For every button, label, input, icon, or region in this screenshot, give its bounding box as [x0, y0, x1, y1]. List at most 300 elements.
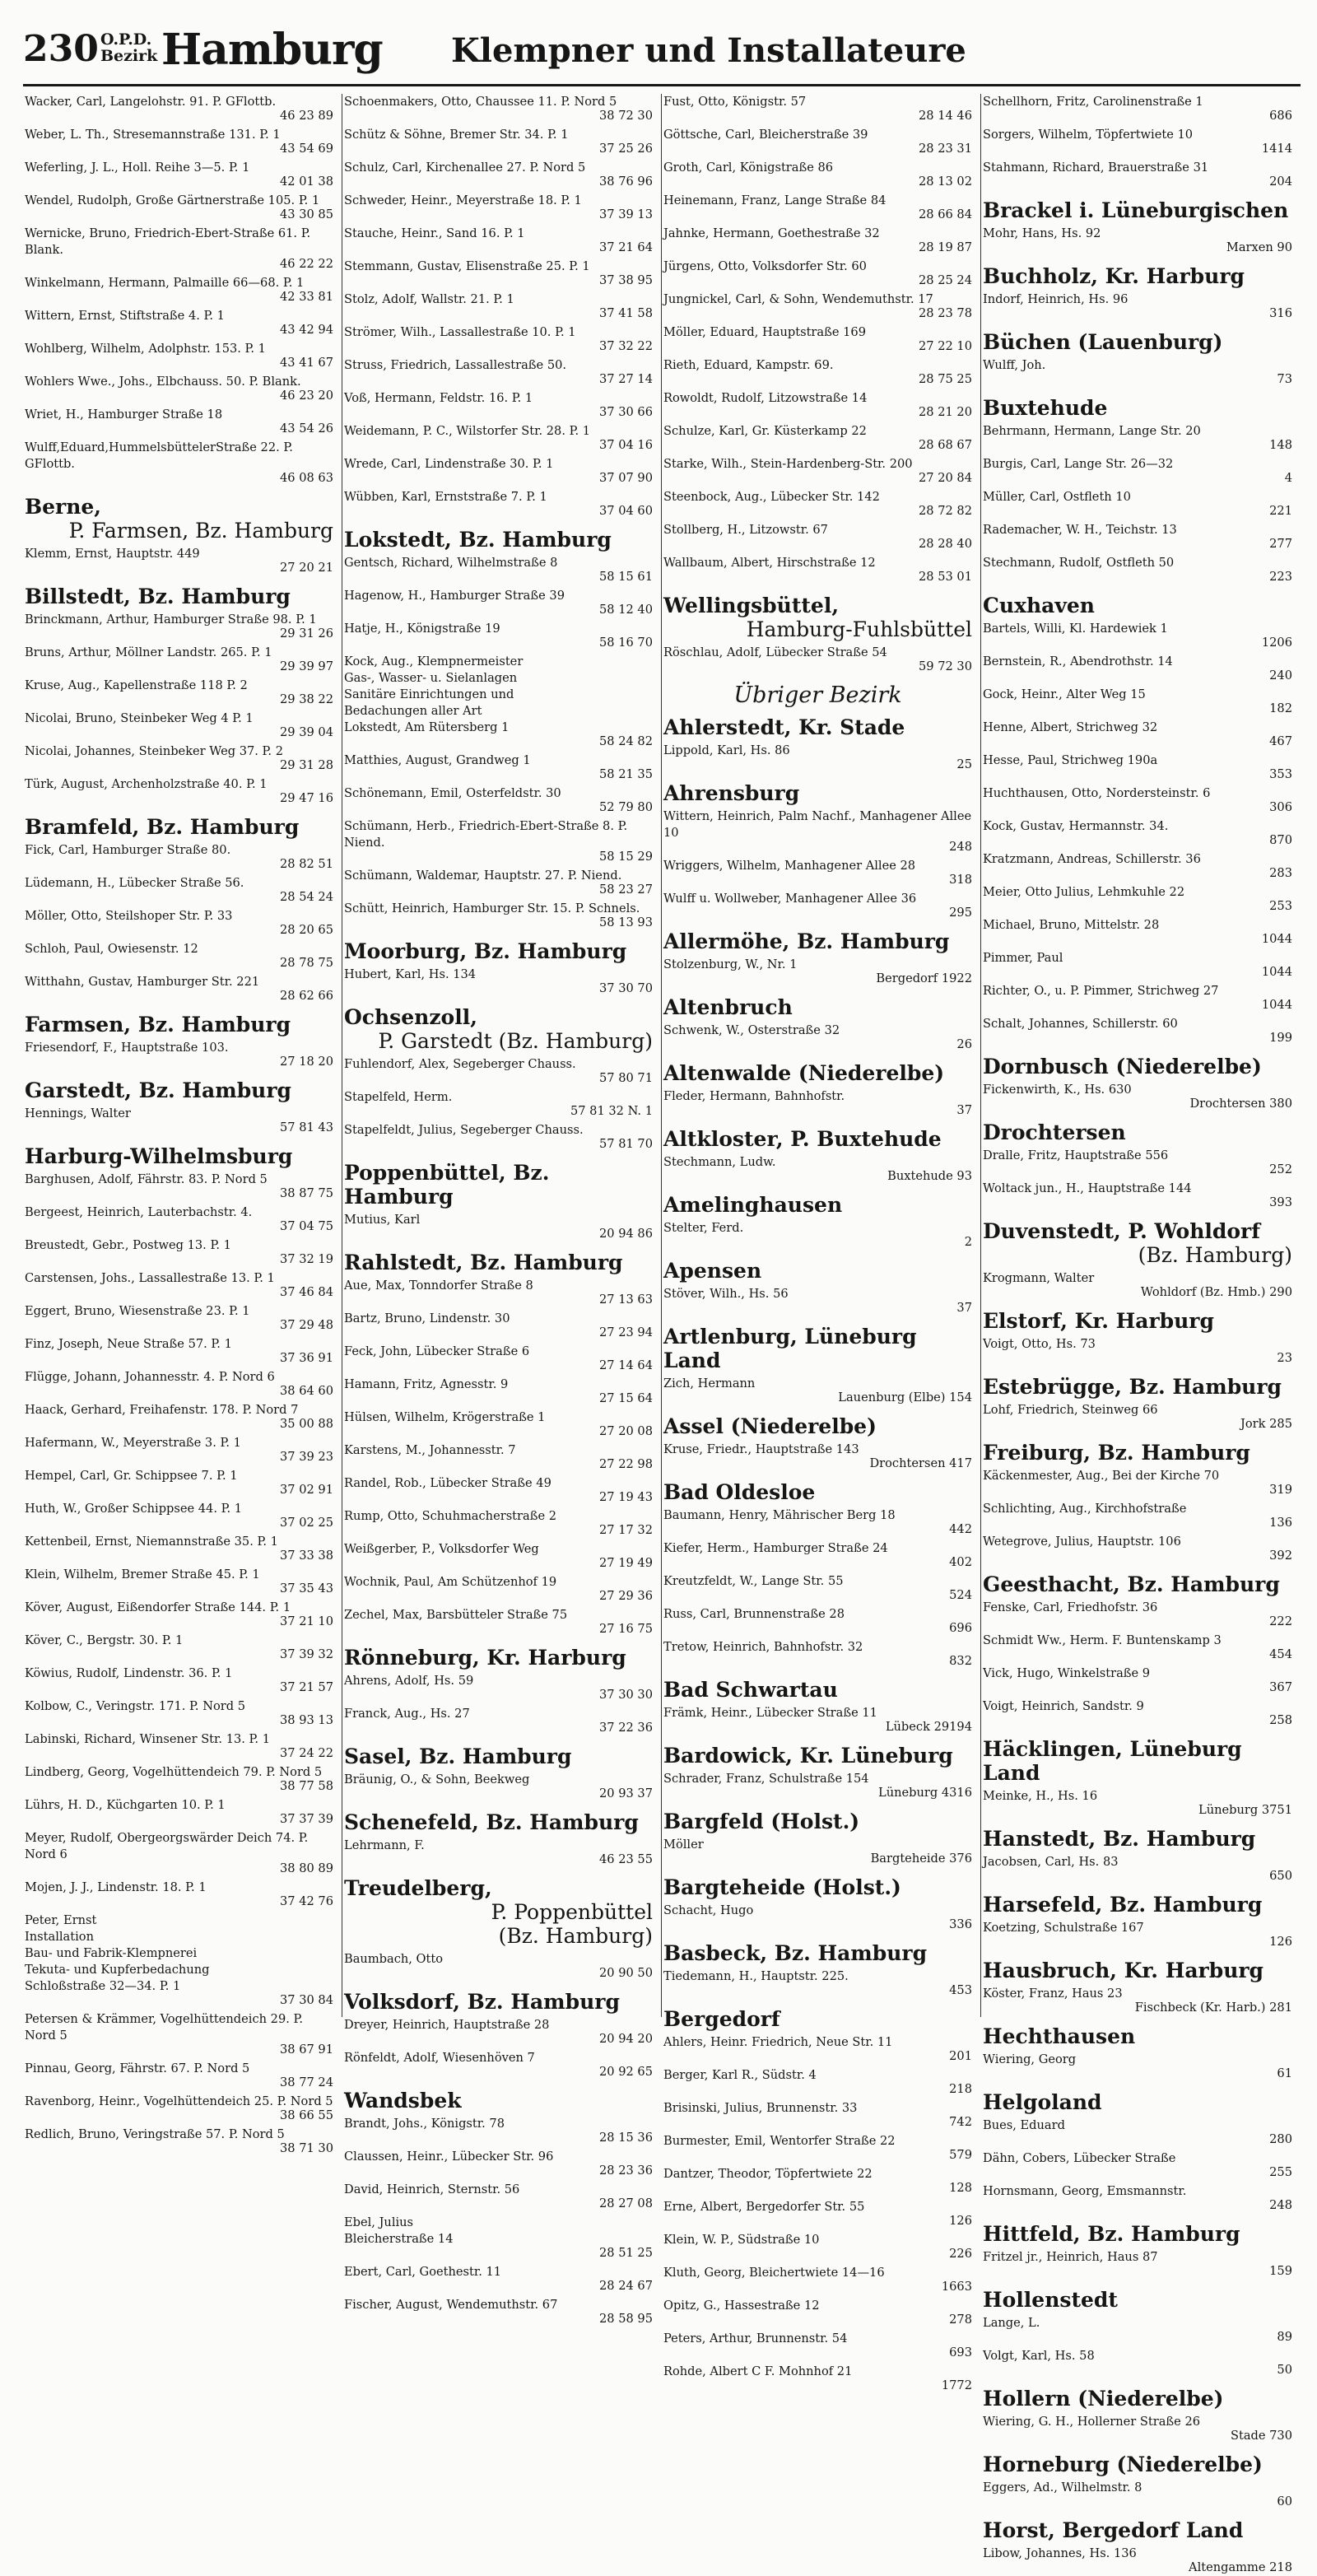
- listing-entry: [25, 2011, 333, 2058]
- location-subheading: P. Farmsen, Bz. Hamburg: [68, 519, 333, 543]
- entry-phone: 28 27 08: [599, 2196, 653, 2210]
- entry-text: David, Heinrich, Sternstr. 56: [344, 2182, 520, 2196]
- entry-text: Röschlau, Adolf, Lübecker Straße 54: [663, 645, 887, 659]
- listing-entry: [663, 324, 972, 355]
- listing-entry: [983, 2348, 1292, 2378]
- listing-entry: [983, 2150, 1292, 2181]
- entry-phone: 27 15 64: [599, 1391, 653, 1405]
- entry-text: Bruns, Arthur, Möllner Landstr. 265. P. 1: [25, 645, 272, 659]
- entry-phone: 277: [1269, 537, 1292, 551]
- entry-phone: 742: [949, 2115, 972, 2129]
- location-heading: Harsefeld, Bz. Hamburg: [983, 1893, 1263, 1917]
- listing-entry: [25, 1369, 333, 1400]
- location-heading: Dornbusch (Niederelbe): [983, 1055, 1262, 1078]
- location-subheading: Hamburg-Fuhlsbüttel: [746, 617, 972, 641]
- listing-entry: [25, 1633, 333, 1663]
- listing-entry: [25, 1204, 333, 1235]
- entry-text: Bues, Eduard: [983, 2118, 1065, 2132]
- entry-text: Stolzenburg, W., Nr. 1: [663, 957, 798, 971]
- listing-entry: [663, 1088, 972, 1119]
- entry-phone: 37 35 43: [280, 1581, 333, 1595]
- entry-text: Stapelfeld, Herm.: [344, 1090, 453, 1104]
- entry-phone: 58 15 61: [599, 570, 653, 584]
- entry-text: Stollberg, H., Litzowstr. 67: [663, 523, 828, 537]
- entry-phone: 1044: [1261, 998, 1292, 1012]
- listing-entry: [663, 858, 972, 888]
- listing-entry: [25, 1172, 333, 1202]
- entry-text: Fleder, Hermann, Bahnhofstr.: [663, 1089, 845, 1103]
- location-heading: Büchen (Lauenburg): [983, 330, 1223, 354]
- entry-phone: Jork 285: [1240, 1417, 1292, 1431]
- entry-text: Erne, Albert, Bergedorfer Str. 55: [663, 2200, 865, 2214]
- entry-text: Gentsch, Richard, Wilhelmstraße 8: [344, 556, 558, 570]
- entry-phone: 37 04 60: [599, 504, 653, 518]
- entry-text: Wittern, Ernst, Stiftstraße 4. P. 1: [25, 309, 225, 323]
- entry-text: Fick, Carl, Hamburger Straße 80.: [25, 843, 231, 857]
- entry-text: Lehrmann, F.: [344, 1838, 425, 1852]
- entry-text: Kiefer, Herm., Hamburger Straße 24: [663, 1541, 888, 1555]
- listing-entry: [25, 612, 333, 642]
- entry-text: Meyer, Rudolf, Obergeorgswärder Deich 74. P. Nord 6: [25, 1831, 309, 1861]
- location-heading: Estebrügge, Bz. Hamburg: [983, 1375, 1282, 1399]
- location-heading: Poppenbüttel, Bz. Hamburg: [344, 1161, 550, 1209]
- listing-entry: [663, 357, 972, 388]
- entry-phone: 23: [1277, 1351, 1292, 1365]
- listing-entry: [663, 1286, 972, 1316]
- entry-text: Eggers, Ad., Wilhelmstr. 8: [983, 2481, 1142, 2494]
- entry-text: Weber, L. Th., Stresemannstraße 131. P. 1: [25, 128, 281, 142]
- entry-phone: 37 04 16: [599, 438, 653, 452]
- listing-entry: [344, 752, 653, 783]
- entry-text: Stemmann, Gustav, Elisenstraße 25. P. 1: [344, 259, 590, 273]
- entry-text: Schweder, Heinr., Meyerstraße 18. P. 1: [344, 193, 582, 207]
- location-heading: Farmsen, Bz. Hamburg: [25, 1013, 291, 1036]
- entry-phone: 37 04 75: [280, 1219, 333, 1233]
- entry-text: Stolz, Adolf, Wallstr. 21. P. 1: [344, 292, 514, 306]
- listing-entry: [983, 687, 1292, 717]
- entry-phone: 38 77 58: [280, 1779, 333, 1793]
- listing-entry: [344, 2116, 653, 2146]
- listing-entry: [663, 160, 972, 190]
- entry-phone: 28 58 95: [599, 2312, 653, 2326]
- entry-phone: 29 39 97: [280, 659, 333, 673]
- location-heading: Garstedt, Bz. Hamburg: [25, 1078, 291, 1102]
- entry-phone: 27 20 84: [919, 471, 972, 485]
- listing-entry: [983, 94, 1292, 124]
- listing-entry: [663, 2364, 972, 2394]
- listing-entry: [344, 1278, 653, 1308]
- listing-entry: [983, 423, 1292, 454]
- entry-phone: 28 23 36: [599, 2164, 653, 2178]
- page-number: 230: [23, 28, 99, 70]
- entry-text: Köver, August, Eißendorfer Straße 144. P. 1: [25, 1600, 291, 1614]
- entry-text: Wetegrove, Julius, Hauptstr. 106: [983, 1535, 1181, 1549]
- entry-phone: Altengamme 218: [1189, 2560, 1292, 2574]
- location-heading: Wellingsbüttel,: [663, 594, 840, 617]
- listing-entry: [663, 2034, 972, 2065]
- entry-text: Schwenk, W., Osterstraße 32: [663, 1023, 840, 1037]
- entry-phone: 37 22 36: [599, 1721, 653, 1735]
- entry-phone: 37 41 58: [599, 306, 653, 320]
- listing-entry: [344, 2297, 653, 2327]
- listing-entry: [663, 2232, 972, 2262]
- entry-text: Nicolai, Bruno, Steinbeker Weg 4 P. 1: [25, 711, 254, 725]
- entry-text: Stelter, Ferd.: [663, 1221, 744, 1235]
- entry-phone: 252: [1269, 1162, 1292, 1176]
- listing-entry: [344, 1344, 653, 1374]
- entry-phone: 37 24 22: [280, 1746, 333, 1760]
- entry-text: Dreyer, Heinrich, Hauptstraße 28: [344, 2018, 550, 2032]
- listing-entry: [25, 1731, 333, 1762]
- entry-phone: 28 13 02: [919, 175, 972, 189]
- location-heading: Hausbruch, Kr. Harburg: [983, 1959, 1264, 1982]
- listing-entry: [983, 1336, 1292, 1367]
- entry-phone: 27 22 98: [599, 1457, 653, 1471]
- entry-phone: 367: [1269, 1680, 1292, 1694]
- listing-entry: [983, 1698, 1292, 1729]
- entry-text: Petersen & Krämmer, Vogelhüttendeich 29. P. Nord 5: [25, 2012, 304, 2043]
- entry-text: Burmester, Emil, Wentorfer Straße 22: [663, 2134, 896, 2148]
- entry-phone: 28 66 84: [919, 207, 972, 221]
- location-heading: Geesthacht, Bz. Hamburg: [983, 1572, 1280, 1596]
- entry-phone: Buxtehude 93: [887, 1169, 972, 1183]
- listing-entry: [983, 1402, 1292, 1432]
- entry-phone: 37 39 13: [599, 207, 653, 221]
- entry-phone: 1206: [1261, 636, 1292, 650]
- entry-phone: 442: [949, 1522, 972, 1536]
- listing-entry: [983, 1270, 1292, 1301]
- listing-entry: [25, 1106, 333, 1136]
- entry-text: Michael, Bruno, Mittelstr. 28: [983, 918, 1160, 932]
- entry-phone: 57 81 43: [280, 1120, 333, 1134]
- entry-phone: 453: [949, 1983, 972, 1997]
- entry-text: Volgt, Karl, Hs. 58: [983, 2349, 1095, 2363]
- entry-text: Fuhlendorf, Alex, Segeberger Chauss.: [344, 1057, 576, 1071]
- entry-phone: 258: [1269, 1713, 1292, 1727]
- entry-phone: 37: [956, 1103, 972, 1117]
- listing-entry: [344, 967, 653, 997]
- entry-text: Redlich, Bruno, Veringstraße 57. P. Nord 5: [25, 2127, 285, 2141]
- entry-text: Fischer, August, Wendemuthstr. 67: [344, 2298, 558, 2312]
- entry-phone: 38 80 89: [280, 1861, 333, 1875]
- listing-entry: [344, 1673, 653, 1703]
- section-title: Klempner und Installateure: [451, 31, 966, 70]
- entry-text: Klein, Wilhelm, Bremer Straße 45. P. 1: [25, 1567, 260, 1581]
- listing-entry: [25, 160, 333, 190]
- entry-text: Huchthausen, Otto, Nordersteinstr. 6: [983, 786, 1211, 800]
- entry-phone: 37 21 57: [280, 1680, 333, 1694]
- entry-phone: 37 02 91: [280, 1483, 333, 1497]
- location-heading: Freiburg, Bz. Hamburg: [983, 1441, 1250, 1465]
- listing-entry: [663, 390, 972, 421]
- listing-entry: [25, 1912, 333, 2009]
- entry-text: Främk, Heinr., Lübecker Straße 11: [663, 1706, 877, 1720]
- listing-entry: [25, 308, 333, 338]
- location-heading: Hittfeld, Bz. Hamburg: [983, 2222, 1240, 2246]
- listing-entry: [25, 941, 333, 971]
- listing-entry: [983, 1788, 1292, 1819]
- location-heading: Bramfeld, Bz. Hamburg: [25, 815, 300, 839]
- listing-entry: [25, 776, 333, 807]
- entry-phone: 43 54 26: [280, 422, 333, 436]
- entry-phone: 46 23 20: [280, 389, 333, 403]
- listing-entry: [663, 94, 972, 124]
- city-title: Hamburg: [161, 25, 383, 75]
- entry-text: Russ, Carl, Brunnenstraße 28: [663, 1607, 845, 1621]
- entry-phone: 38 67 91: [280, 2043, 333, 2057]
- entry-text: Bartels, Willi, Kl. Hardewiek 1: [983, 622, 1168, 636]
- listing-entry: [344, 259, 653, 289]
- entry-phone: 28 23 31: [919, 142, 972, 156]
- location-heading: Lokstedt, Bz. Hamburg: [344, 528, 612, 552]
- listing-entry: [344, 1212, 653, 1242]
- location-heading: Bergedorf: [663, 2007, 780, 2031]
- location-heading: Hanstedt, Bz. Hamburg: [983, 1827, 1256, 1851]
- entry-text: Behrmann, Hermann, Lange Str. 20: [983, 424, 1201, 438]
- entry-phone: 46 22 22: [280, 257, 333, 271]
- entry-text: Möller: [663, 1838, 704, 1852]
- location-heading: Allermöhe, Bz. Hamburg: [663, 929, 950, 953]
- entry-phone: 37 27 14: [599, 372, 653, 386]
- entry-text: Ebel, Julius Bleicherstraße 14: [344, 2215, 454, 2246]
- entry-text: Göttsche, Carl, Bleicherstraße 39: [663, 128, 868, 142]
- entry-phone: 28 78 75: [280, 956, 333, 970]
- entry-text: Huth, W., Großer Schippsee 44. P. 1: [25, 1502, 243, 1516]
- entry-text: Wohlers Wwe., Johs., Elbchauss. 50. P. Blank.: [25, 375, 301, 389]
- entry-phone: 26: [956, 1037, 972, 1051]
- listing-entry: [983, 127, 1292, 157]
- entry-text: Ahlers, Heinr. Friedrich, Neue Str. 11: [663, 2035, 893, 2049]
- entry-text: Dantzer, Theodor, Töpfertwiete 22: [663, 2167, 873, 2181]
- listing-entry: [25, 440, 333, 487]
- location-heading: Harburg-Wilhelmsburg: [25, 1144, 293, 1168]
- listing-entry: [25, 1303, 333, 1334]
- location-heading: Billstedt, Bz. Hamburg: [25, 585, 291, 608]
- listing-entry: [983, 1501, 1292, 1531]
- location-heading: Basbeck, Bz. Hamburg: [663, 1941, 928, 1965]
- location-heading: Ahlerstedt, Kr. Stade: [663, 715, 905, 739]
- location-heading: Horst, Bergedorf Land: [983, 2518, 1244, 2542]
- entry-text: Hagenow, H., Hamburger Straße 39: [344, 589, 565, 603]
- listing-entry: [663, 1903, 972, 1933]
- location-heading: Schenefeld, Bz. Hamburg: [344, 1810, 639, 1834]
- entry-phone: 278: [949, 2313, 972, 2327]
- entry-text: Kluth, Georg, Bleichertwiete 14—16: [663, 2266, 885, 2280]
- entry-text: Schümann, Herb., Friedrich-Ebert-Straße 8. P. Niend.: [344, 819, 628, 850]
- entry-text: Labinski, Richard, Winsener Str. 13. P. 1: [25, 1732, 270, 1746]
- entry-text: Wernicke, Bruno, Friedrich-Ebert-Straße 61. P. Blank.: [25, 226, 311, 257]
- location-heading: Cuxhaven: [983, 594, 1095, 617]
- location-heading: Altenwalde (Niederelbe): [663, 1061, 945, 1085]
- listing-entry: [25, 678, 333, 708]
- listing-entry: [983, 1181, 1292, 1211]
- entry-phone: 37 25 26: [599, 142, 653, 156]
- listing-entry: [25, 2094, 333, 2124]
- entry-phone: 20 93 37: [599, 1786, 653, 1800]
- listing-entry: [344, 1409, 653, 1440]
- location-heading: Helgoland: [983, 2090, 1102, 2114]
- listing-entry: [25, 2061, 333, 2091]
- entry-phone: 27 14 64: [599, 1358, 653, 1372]
- entry-phone: 336: [949, 1917, 972, 1931]
- entry-text: Tretow, Heinrich, Bahnhofstr. 32: [663, 1640, 863, 1654]
- entry-phone: 37 36 91: [280, 1351, 333, 1365]
- entry-text: Schütz & Söhne, Bremer Str. 34. P. 1: [344, 128, 569, 142]
- entry-phone: 29 38 22: [280, 692, 333, 706]
- entry-text: Schmidt Ww., Herm. F. Buntenskamp 3: [983, 1633, 1222, 1647]
- entry-phone: 27 17 32: [599, 1523, 653, 1537]
- entry-phone: 42 33 81: [280, 290, 333, 304]
- entry-text: Rönfeldt, Adolf, Wiesenhöven 7: [344, 2051, 535, 2065]
- entry-text: Mohr, Hans, Hs. 92: [983, 226, 1101, 240]
- listing-entry: [25, 1270, 333, 1301]
- listing-entry: [663, 1837, 972, 1867]
- entry-phone: 59 72 30: [919, 659, 972, 673]
- listing-entry: [983, 884, 1292, 915]
- location-heading: Buchholz, Kr. Harburg: [983, 264, 1245, 288]
- entry-text: Breustedt, Gebr., Postweg 13. P. 1: [25, 1238, 231, 1252]
- entry-text: Lohf, Friedrich, Steinweg 66: [983, 1403, 1158, 1417]
- entry-text: Bräunig, O., & Sohn, Beekweg: [344, 1772, 530, 1786]
- entry-phone: 20 92 65: [599, 2065, 653, 2079]
- listing-entry: [983, 654, 1292, 684]
- entry-text: Käckenmester, Aug., Bei der Kirche 70: [983, 1469, 1220, 1483]
- listing-entry: [983, 291, 1292, 322]
- location-heading: Apensen: [663, 1259, 762, 1283]
- listing-entry: [983, 226, 1292, 256]
- entry-text: Voß, Hermann, Feldstr. 16. P. 1: [344, 391, 533, 405]
- entry-text: Peter, Ernst Installation Bau- und Fabrik-Klempnerei Tekuta- und Kupferbedachung Schloßstraße 32—34. P. 1: [25, 1913, 210, 1993]
- entry-phone: Drochtersen 417: [869, 1456, 972, 1470]
- listing-entry: [344, 1607, 653, 1637]
- entry-phone: 73: [1277, 372, 1292, 386]
- listing-entry: [25, 1336, 333, 1367]
- entry-phone: 240: [1269, 668, 1292, 682]
- entry-phone: 27 19 49: [599, 1556, 653, 1570]
- location-heading: Ochsenzoll,: [344, 1005, 477, 1029]
- listing-entry: [344, 226, 653, 256]
- entry-text: Fritzel jr., Heinrich, Haus 87: [983, 2250, 1158, 2264]
- entry-phone: 128: [949, 2181, 972, 2195]
- entry-text: Bergeest, Heinrich, Lauterbachstr. 4.: [25, 1205, 253, 1219]
- entry-phone: 58 21 35: [599, 767, 653, 781]
- entry-text: Stechmann, Ludw.: [663, 1155, 776, 1169]
- entry-text: Groth, Carl, Königstraße 86: [663, 161, 834, 175]
- entry-phone: 524: [949, 1588, 972, 1602]
- entry-phone: 280: [1269, 2132, 1292, 2146]
- listing-entry: [25, 1600, 333, 1630]
- listing-entry: [663, 555, 972, 585]
- entry-phone: 38 93 13: [280, 1713, 333, 1727]
- listing-entry: [663, 2298, 972, 2328]
- entry-text: Peters, Arthur, Brunnenstr. 54: [663, 2331, 848, 2345]
- entry-text: Wiering, Georg: [983, 2052, 1077, 2066]
- entry-text: Wochnik, Paul, Am Schützenhof 19: [344, 1575, 557, 1589]
- entry-text: Friesendorf, F., Hauptstraße 103.: [25, 1041, 229, 1055]
- listing-entry: [25, 1567, 333, 1597]
- entry-phone: 37 30 66: [599, 405, 653, 419]
- entry-text: Mojen, J. J., Lindenstr. 18. P. 1: [25, 1880, 207, 1894]
- entry-text: Wulff, Joh.: [983, 358, 1046, 372]
- listing-entry: [663, 2067, 972, 2098]
- entry-phone: 28 15 36: [599, 2131, 653, 2145]
- entry-text: Türk, August, Archenholzstraße 40. P. 1: [25, 777, 268, 791]
- listing-entry: [25, 1501, 333, 1531]
- location-subheading: P. Poppenbüttel: [491, 1900, 653, 1924]
- entry-phone: 50: [1277, 2363, 1292, 2377]
- entry-text: Lindberg, Georg, Vogelhüttendeich 79. P. Nord 5: [25, 1765, 323, 1779]
- entry-phone: 222: [1269, 1614, 1292, 1628]
- listing-entry: [663, 1968, 972, 1999]
- entry-text: Indorf, Heinrich, Hs. 96: [983, 292, 1129, 306]
- location-heading: Bargteheide (Holst.): [663, 1875, 901, 1899]
- location-heading: Amelinghausen: [663, 1193, 843, 1217]
- entry-phone: 57 81 32 N. 1: [570, 1104, 653, 1118]
- entry-phone: 248: [949, 840, 972, 854]
- entry-text: Schloh, Paul, Owiesenstr. 12: [25, 942, 198, 956]
- listing-entry: [25, 1237, 333, 1268]
- entry-text: Kolbow, C., Veringstr. 171. P. Nord 5: [25, 1699, 245, 1713]
- entry-phone: 28 75 25: [919, 372, 972, 386]
- entry-phone: 28 62 66: [280, 989, 333, 1003]
- listing-entry: [663, 1771, 972, 1801]
- entry-text: Steenbock, Aug., Lübecker Str. 142: [663, 490, 880, 504]
- entry-phone: 43 54 69: [280, 142, 333, 156]
- listing-columns: [23, 94, 1301, 2574]
- listing-entry: [344, 785, 653, 816]
- listing-entry: [663, 291, 972, 322]
- listing-entry: [344, 1951, 653, 1982]
- entry-text: Brisinski, Julius, Brunnenstr. 33: [663, 2101, 858, 2115]
- listing-entry: [983, 2414, 1292, 2444]
- location-heading: Buxtehude: [983, 396, 1108, 420]
- listing-entry: [983, 818, 1292, 849]
- location-subheading: P. Garstedt (Bz. Hamburg): [378, 1029, 653, 1053]
- entry-text: Schellhorn, Fritz, Carolinenstraße 1: [983, 95, 1203, 109]
- entry-text: Hafermann, W., Meyerstraße 3. P. 1: [25, 1436, 241, 1450]
- entry-phone: 27 29 36: [599, 1589, 653, 1603]
- entry-phone: 27 20 08: [599, 1424, 653, 1438]
- entry-phone: 650: [1269, 1869, 1292, 1883]
- location-heading: Brackel i. Lüneburgischen: [983, 198, 1289, 222]
- listing-entry: [344, 2264, 653, 2294]
- location-heading: Altenbruch: [663, 995, 793, 1019]
- entry-phone: 38 71 30: [280, 2141, 333, 2155]
- entry-phone: 37 07 90: [599, 471, 653, 485]
- entry-text: Ahrens, Adolf, Hs. 59: [344, 1674, 474, 1688]
- listing-entry: [663, 1220, 972, 1251]
- listing-entry: [344, 2017, 653, 2047]
- entry-phone: 27 22 10: [919, 339, 972, 353]
- entry-text: Schönemann, Emil, Osterfeldstr. 30: [344, 786, 561, 800]
- listing-entry: [344, 1772, 653, 1802]
- listing-entry: [344, 456, 653, 487]
- entry-phone: 4: [1284, 471, 1292, 485]
- listing-entry: [983, 456, 1292, 487]
- entry-text: Witthahn, Gustav, Hamburger Str. 221: [25, 975, 260, 989]
- location-heading: Rönneburg, Kr. Harburg: [344, 1646, 626, 1670]
- listing-entry: [663, 1705, 972, 1735]
- entry-phone: 58 13 93: [599, 915, 653, 929]
- entry-text: Wendel, Rudolph, Große Gärtnerstraße 105. P. 1: [25, 193, 320, 207]
- listing-entry: [663, 1376, 972, 1406]
- entry-text: Wacker, Carl, Langelohstr. 91. P. GFlottb.: [25, 95, 277, 109]
- listing-entry: [25, 1797, 333, 1828]
- listing-entry: [663, 1022, 972, 1053]
- entry-phone: 37 39 32: [280, 1647, 333, 1661]
- location-heading: Bad Oldesloe: [663, 1480, 816, 1504]
- listing-entry: [983, 983, 1292, 1013]
